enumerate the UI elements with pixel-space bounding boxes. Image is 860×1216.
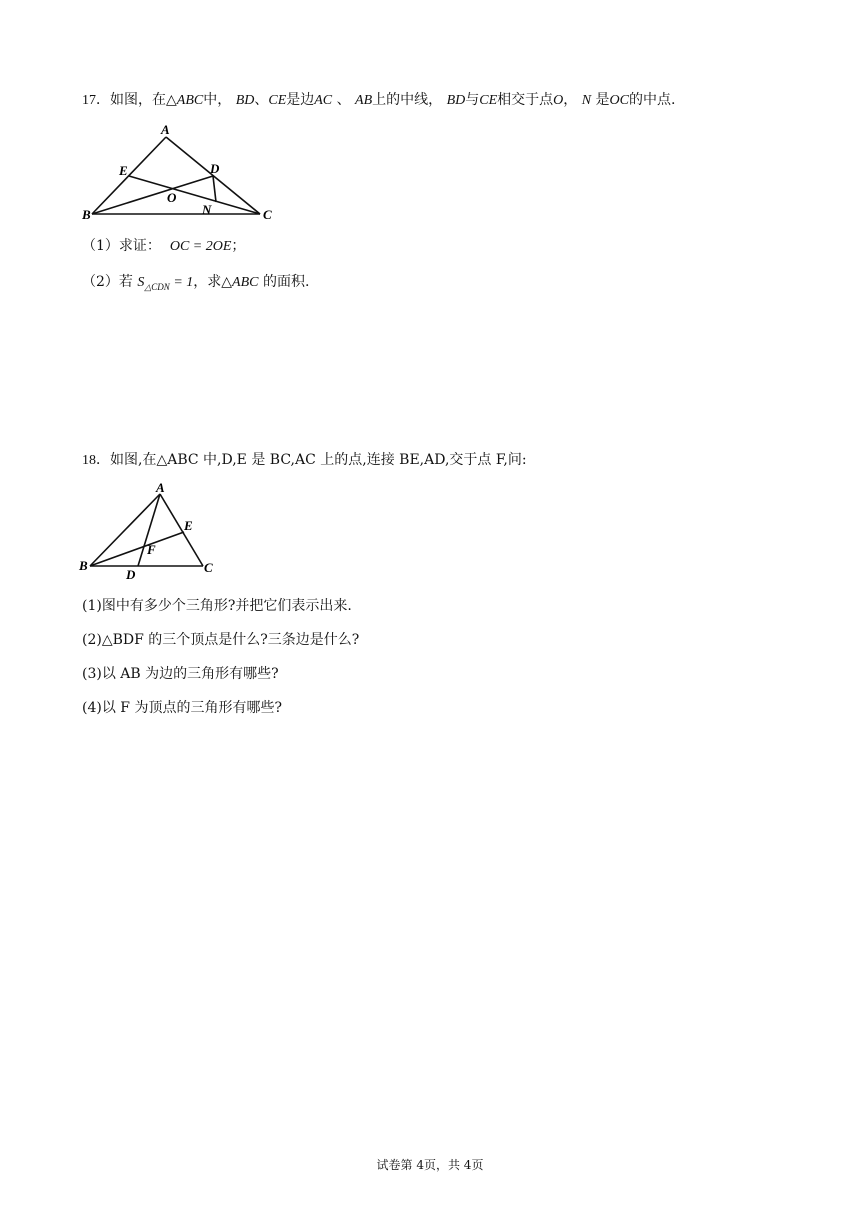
- q17-text: OC: [609, 93, 629, 108]
- q18-part-1: (1)图中有多少个三角形?并把它们表示出来.: [82, 598, 352, 614]
- q18-part-3: (3)以 AB 为边的三角形有哪些?: [82, 666, 279, 682]
- label-F: F: [147, 542, 156, 557]
- q17-text: BD: [446, 93, 466, 108]
- q17-text: AC: [314, 93, 333, 108]
- label-D: D: [126, 567, 136, 580]
- q17-text: 相交于点: [497, 92, 554, 108]
- q17-text: 如图，在△: [110, 92, 177, 108]
- label-N: N: [202, 202, 212, 217]
- q17-part-2-text: ，求△: [193, 274, 233, 290]
- label-E: E: [119, 163, 128, 178]
- label-A: A: [156, 480, 165, 495]
- q17-text: N: [581, 93, 592, 108]
- label-D: D: [210, 161, 220, 176]
- q17-part-1-math: OC = 2OE: [169, 239, 232, 254]
- q17-part-2: [82, 272, 309, 293]
- label-O: O: [167, 190, 177, 205]
- q17-text: 、: [336, 92, 351, 108]
- q17-text: 与: [465, 92, 480, 108]
- q17-text: BD: [235, 93, 255, 108]
- q18-triangle-figure: [78, 480, 228, 580]
- label-A: A: [161, 122, 170, 137]
- q17-text: 是边: [286, 92, 315, 108]
- q17-text: 的中点.: [629, 92, 676, 108]
- q17-triangle-figure: [82, 120, 282, 224]
- q17-part-2-text-end: 的面积.: [262, 274, 310, 290]
- q17-text: ABC: [176, 93, 204, 108]
- q17-part-2-triangle: ABC: [232, 275, 259, 290]
- q17-text: O: [553, 93, 564, 108]
- q18-number: 18．: [82, 453, 110, 468]
- q17-part-2-equals: = 1: [169, 275, 194, 290]
- segment-AC: [160, 494, 203, 566]
- q18-part-4: (4)以 F 为顶点的三角形有哪些?: [82, 700, 282, 716]
- q17-text: ，: [563, 92, 578, 108]
- segment-BE: [90, 532, 184, 566]
- q17-text: 、: [254, 92, 269, 108]
- q17-part-2-label: （2）若: [82, 274, 133, 290]
- q17-text: AB: [355, 93, 373, 108]
- segment-DN: [213, 176, 216, 202]
- q17-stem: [82, 90, 675, 111]
- q18-part-2: (2)△BDF 的三个顶点是什么?三条边是什么?: [82, 632, 360, 648]
- q18-stem: [82, 450, 527, 471]
- q17-part-1-label: （1）求证：: [82, 238, 161, 254]
- q17-text: 是: [595, 92, 610, 108]
- q17-text: 上的中线，: [372, 92, 443, 108]
- q17-text: CE: [479, 93, 498, 108]
- label-E: E: [184, 518, 193, 533]
- label-B: B: [82, 207, 91, 222]
- q17-text: 中，: [203, 92, 232, 108]
- q17-text: CE: [268, 93, 287, 108]
- label-B: B: [79, 558, 88, 573]
- q17-part-2-area-subscript: △CDN: [144, 282, 170, 292]
- q17-part-1-end: ；: [231, 238, 246, 254]
- q17-part-1: [82, 236, 245, 257]
- q17-part-2-area-symbol: S: [137, 275, 145, 290]
- label-C: C: [204, 560, 213, 575]
- q18-text: 如图,在△ABC 中,D,E 是 BC,AC 上的点,连接 BE,AD,交于点 F,问:: [110, 452, 527, 468]
- label-C: C: [263, 207, 272, 222]
- page-footer: 试卷第 4页，共 4页: [376, 1158, 484, 1172]
- q17-number: 17．: [82, 93, 110, 108]
